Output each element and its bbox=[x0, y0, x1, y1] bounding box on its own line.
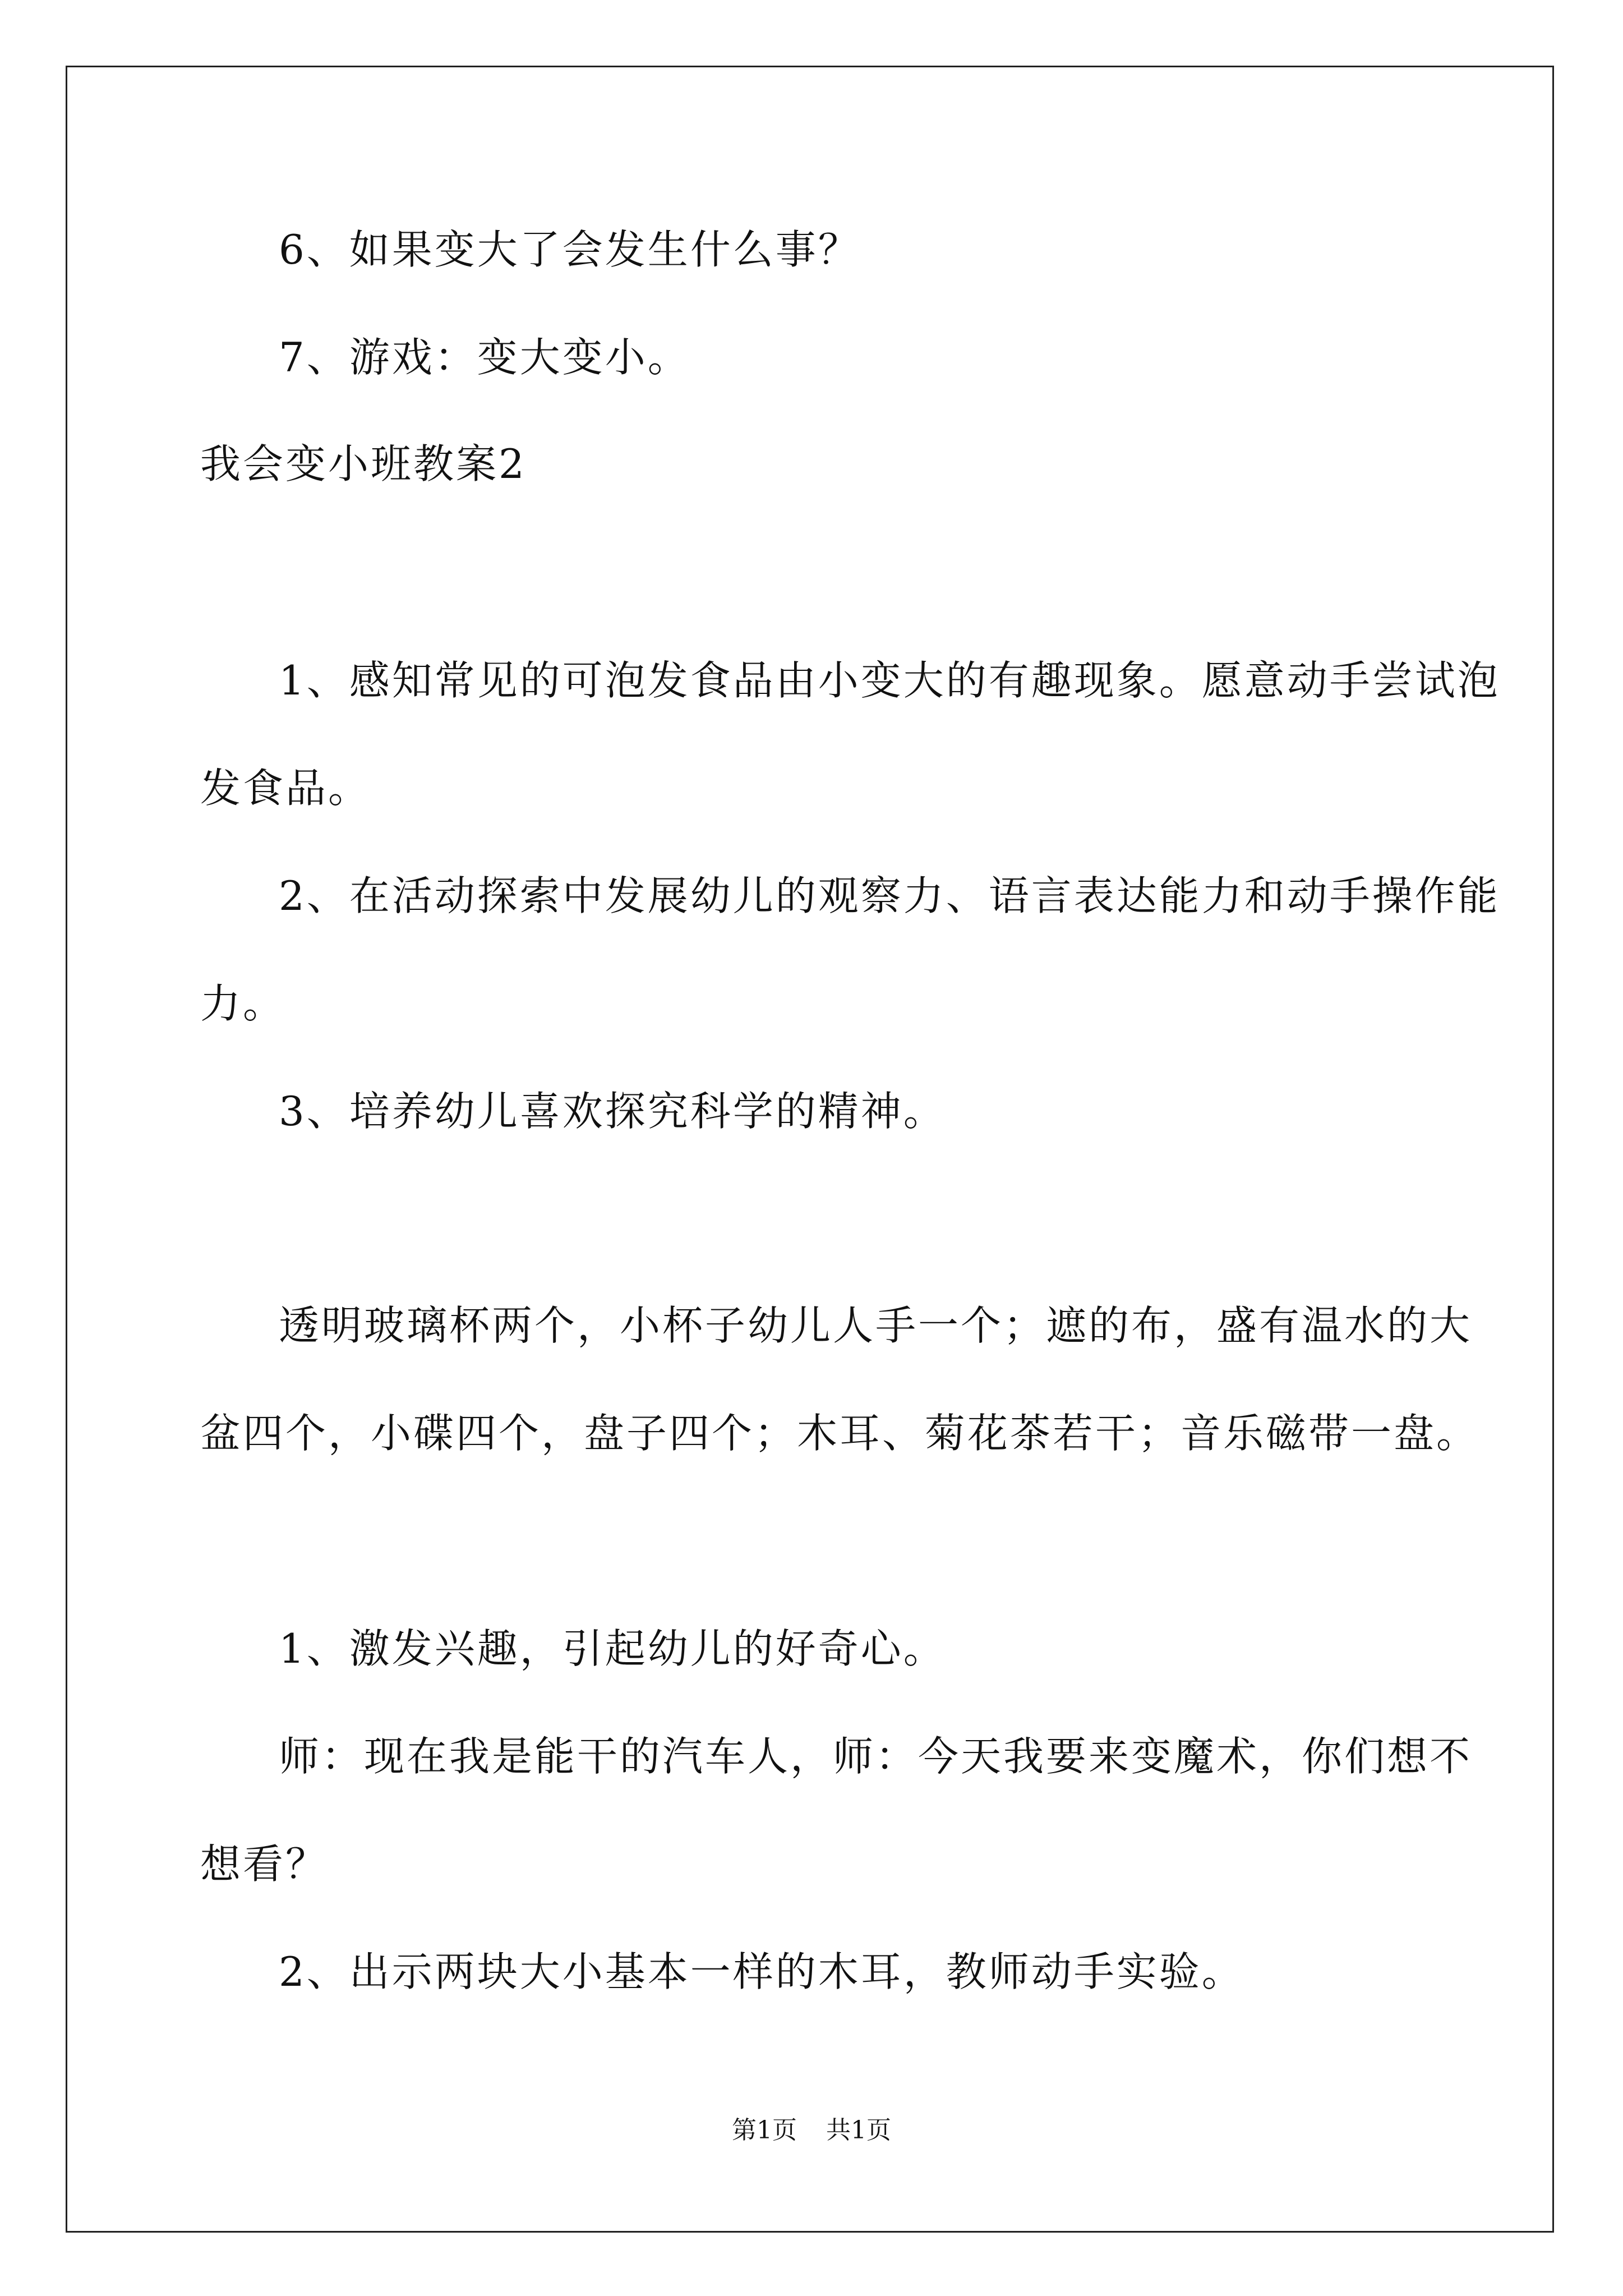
process-step-1: 1、激发兴趣，引起幼儿的好奇心。 bbox=[279, 1625, 946, 1672]
section-heading: 我会变小班教案2 bbox=[200, 440, 527, 487]
teacher-line-1: 师：现在我是能干的汽车人，师：今天我要来变魔术，你们想不 bbox=[279, 1733, 1473, 1780]
materials-line-2: 盆四个，小碟四个，盘子四个；木耳、菊花茶若干；音乐磁带一盘。 bbox=[200, 1410, 1479, 1457]
teacher-line-2: 想看？ bbox=[200, 1841, 329, 1888]
page-number: 第1页 bbox=[732, 2116, 797, 2145]
page-border bbox=[66, 66, 1554, 2233]
materials-line-1: 透明玻璃杯两个，小杯子幼儿人手一个；遮的布，盛有温水的大 bbox=[279, 1302, 1473, 1349]
goal-3: 3、培养幼儿喜欢探究科学的精神。 bbox=[279, 1088, 946, 1135]
goal-2-line-1: 2、在活动探索中发展幼儿的观察力、语言表达能力和动手操作能 bbox=[279, 872, 1500, 919]
goal-1-line-2: 发食品。 bbox=[200, 765, 371, 812]
goal-1-line-1: 1、感知常见的可泡发食品由小变大的有趣现象。愿意动手尝试泡 bbox=[279, 657, 1500, 704]
page-footer bbox=[0, 2114, 1623, 2147]
list-item-7: 7、游戏：变大变小。 bbox=[279, 334, 690, 381]
page-total: 共1页 bbox=[826, 2116, 891, 2145]
goal-2-line-2: 力。 bbox=[200, 980, 286, 1027]
process-step-2: 2、出示两块大小基本一样的木耳，教师动手实验。 bbox=[279, 1948, 1244, 1995]
list-item-6: 6、如果变大了会发生什么事？ bbox=[279, 226, 861, 273]
